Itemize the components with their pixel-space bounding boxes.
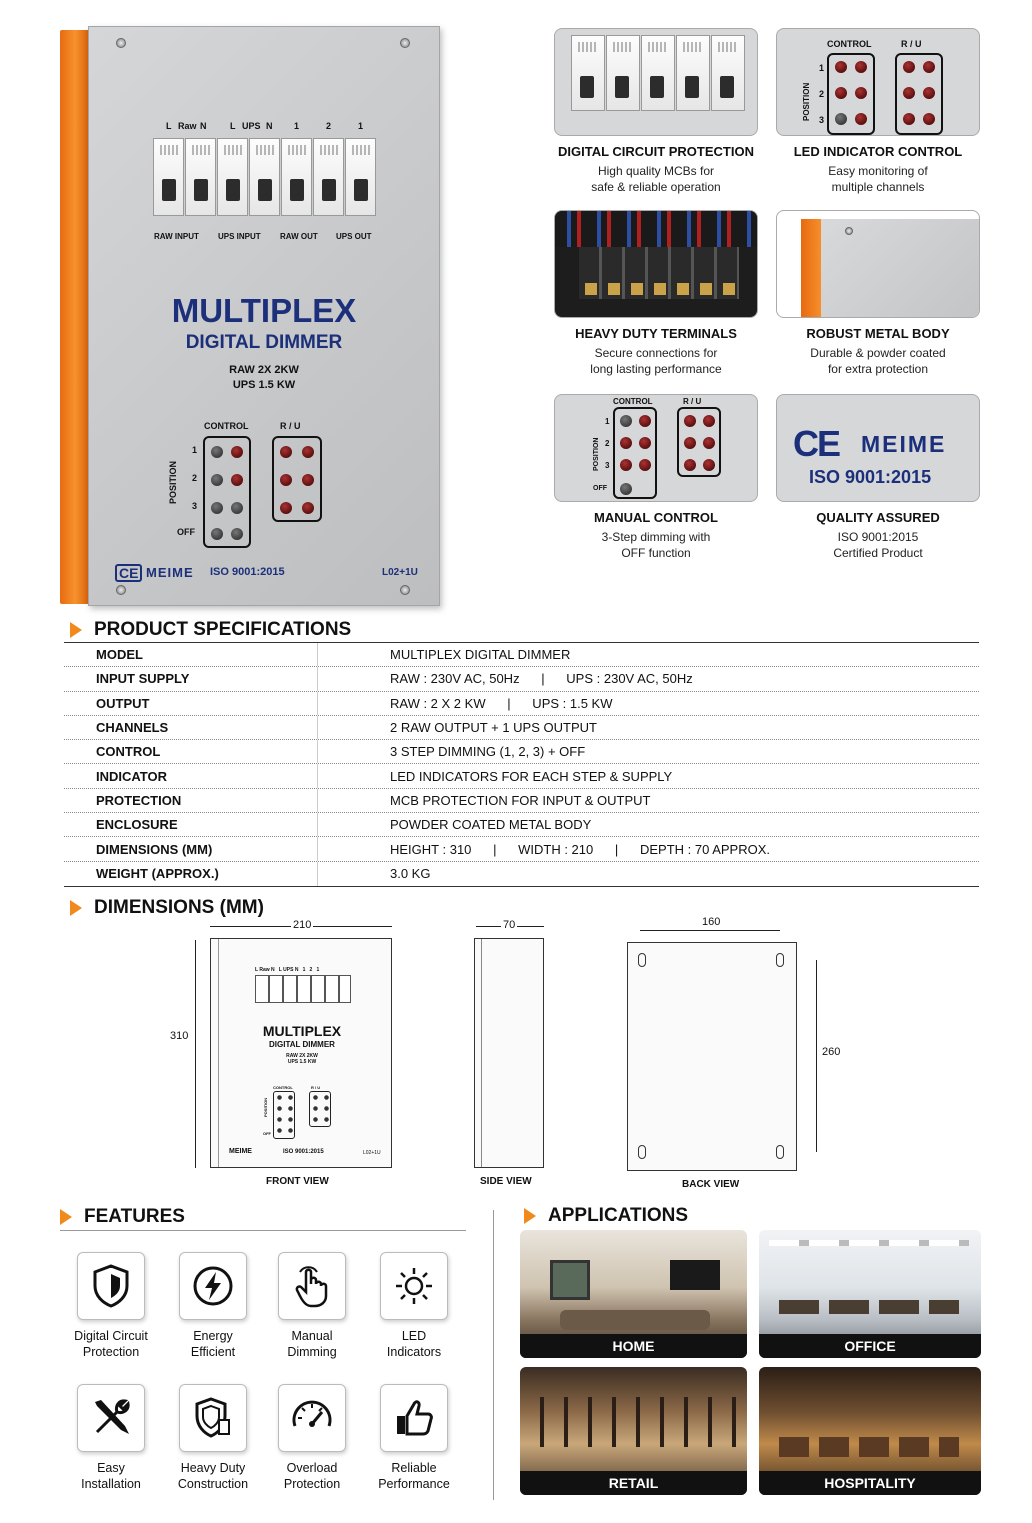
spec-value: LED INDICATORS FOR EACH STEP & SUPPLY <box>390 768 673 784</box>
tile-desc: High quality MCBs for <box>597 164 715 178</box>
mcb-label: UPS <box>242 121 261 131</box>
ru-led-box <box>677 407 721 477</box>
tile-desc: Easy monitoring of <box>828 164 928 178</box>
features-header <box>60 1206 185 1228</box>
control-led-box <box>827 53 875 135</box>
led-indicator <box>620 459 632 471</box>
led-indicator <box>211 446 223 458</box>
app-caption: OFFICE <box>759 1334 981 1358</box>
specs-header <box>70 619 351 641</box>
front-view-drawing <box>210 938 392 1168</box>
spec-value: 3 STEP DIMMING (1, 2, 3) + OFF <box>390 744 586 760</box>
spec-value: HEIGHT : 310 | WIDTH : 210 | DEPTH : 70 APPROX. <box>390 841 771 857</box>
specs-header-text: PRODUCT SPECIFICATIONS <box>94 619 352 640</box>
mounting-hole-icon <box>638 953 646 967</box>
gauge-icon <box>278 1384 346 1452</box>
led-indicator <box>923 87 935 99</box>
spec-key: MODEL <box>64 643 318 666</box>
divider <box>493 1210 494 1500</box>
manual-control-photo <box>554 394 758 502</box>
dim-side-depth: 70 <box>503 919 516 931</box>
mcb-breaker <box>313 138 344 216</box>
mini-ru-label: R / U <box>311 1085 321 1090</box>
led-indicator <box>903 113 915 125</box>
led-indicator <box>280 502 292 514</box>
position-num: 3 <box>192 501 198 511</box>
side-view-label: SIDE VIEW <box>480 1176 532 1187</box>
tile-title: MANUAL CONTROL <box>594 510 718 525</box>
led-indicator <box>903 87 915 99</box>
position-label: POSITION <box>593 437 600 471</box>
feature-energy <box>163 1252 263 1360</box>
led-indicator <box>855 61 867 73</box>
led-indicator <box>684 415 696 427</box>
dimension-line <box>195 940 196 1168</box>
applications-header <box>524 1205 688 1227</box>
position-label: POSITION <box>802 82 811 121</box>
mcb-breaker <box>281 138 312 216</box>
panel-hinge <box>60 30 90 604</box>
mini-subtitle: DIGITAL DIMMER <box>269 1040 335 1049</box>
feature-overload <box>262 1384 362 1492</box>
tile-title: DIGITAL CIRCUIT PROTECTION <box>558 144 754 159</box>
screw-icon <box>116 38 126 48</box>
led-indicator <box>835 87 847 99</box>
spec-key: INDICATOR <box>64 764 318 787</box>
control-label: CONTROL <box>204 421 249 431</box>
app-office <box>759 1230 981 1358</box>
screw-icon <box>400 38 410 48</box>
table-row <box>64 789 979 813</box>
shield-layers-icon <box>179 1384 247 1452</box>
mcb-breaker <box>345 138 376 216</box>
mcb-top-labels <box>166 121 426 131</box>
tile-quality <box>776 394 980 561</box>
table-row <box>64 862 979 886</box>
spec-value: MCB PROTECTION FOR INPUT & OUTPUT <box>390 792 651 808</box>
mcb-breaker <box>711 35 745 111</box>
mini-position-label: POSITION <box>263 1097 268 1117</box>
ce-mark-icon: CE <box>115 564 142 582</box>
position-num: 2 <box>605 439 610 448</box>
led-indicator <box>923 61 935 73</box>
feature-label: Manual <box>291 1329 333 1343</box>
tile-desc: safe & reliable operation <box>591 180 721 194</box>
spec-key: PROTECTION <box>64 789 318 812</box>
metal-body-photo <box>776 210 980 318</box>
mcb-breaker <box>571 35 605 111</box>
led-indicator <box>620 437 632 449</box>
mini-code: L02+1U <box>363 1150 381 1156</box>
shield-icon <box>77 1252 145 1320</box>
mounting-hole-icon <box>776 953 784 967</box>
position-label: POSITION <box>168 460 178 504</box>
tile-title: LED INDICATOR CONTROL <box>793 144 963 159</box>
table-row <box>64 692 979 716</box>
side-view-drawing <box>474 938 544 1168</box>
table-row <box>64 813 979 837</box>
back-view-drawing <box>627 942 797 1171</box>
ru-led-box <box>272 436 322 522</box>
spec-key: CONTROL <box>64 740 318 763</box>
spec-key: DIMENSIONS (MM) <box>64 837 318 860</box>
feature-label: LED <box>401 1329 427 1343</box>
control-led-box <box>613 407 657 499</box>
led-indicator <box>211 502 223 514</box>
position-num: OFF <box>177 527 195 537</box>
mounting-hole-icon <box>776 1145 784 1159</box>
led-indicator <box>923 113 935 125</box>
spec-key: CHANNELS <box>64 716 318 739</box>
mini-ups: UPS 1.5 KW <box>287 1059 317 1065</box>
mcb-sub-label: RAW OUT <box>280 232 318 241</box>
dim-back-width: 160 <box>702 916 721 928</box>
feature-label: Heavy Duty <box>180 1461 246 1475</box>
tile-desc: Certified Product <box>833 546 923 560</box>
app-caption: HOME <box>520 1334 747 1358</box>
mcb-label: Raw <box>178 121 197 131</box>
table-row <box>64 740 979 764</box>
tile-title: QUALITY ASSURED <box>816 510 940 525</box>
led-indicator <box>684 459 696 471</box>
feature-led-indicators <box>364 1252 464 1360</box>
tile-desc: ISO 9001:2015 <box>837 530 919 544</box>
feature-heavy-duty <box>163 1384 263 1492</box>
mcb-label: N <box>200 121 207 131</box>
led-indicator <box>639 437 651 449</box>
feature-label: Easy <box>97 1461 125 1475</box>
rating-raw: RAW 2X 2KW <box>229 364 299 376</box>
dim-back-height: 260 <box>822 1046 841 1058</box>
led-indicator <box>835 113 847 125</box>
dimension-line <box>640 930 780 931</box>
spec-value: 3.0 KG <box>390 866 431 882</box>
tile-led-indicator <box>776 28 980 195</box>
app-retail <box>520 1367 747 1495</box>
led-indicator <box>639 459 651 471</box>
feature-label: Efficient <box>190 1345 236 1359</box>
ce-mark-icon: CE <box>793 423 840 464</box>
position-num: 3 <box>605 461 610 470</box>
mounting-hole-icon <box>638 1145 646 1159</box>
led-indicator <box>903 61 915 73</box>
feature-label: Protection <box>82 1345 140 1359</box>
position-num: 1 <box>192 445 198 455</box>
position-num: 3 <box>819 115 825 125</box>
tile-metal-body <box>776 210 980 377</box>
feature-label: Indicators <box>386 1345 442 1359</box>
arrow-icon <box>524 1208 536 1224</box>
feature-label: Construction <box>177 1477 249 1491</box>
mcb-sub-label: UPS OUT <box>336 232 372 241</box>
mcb-sub-label: UPS INPUT <box>218 232 261 241</box>
tile-terminals <box>554 210 758 377</box>
tile-desc: long lasting performance <box>590 362 722 376</box>
mini-brand: MEIME <box>229 1148 252 1155</box>
led-indicator <box>620 483 632 495</box>
control-label: CONTROL <box>827 39 872 49</box>
dims-header-text: DIMENSIONS (MM) <box>94 897 264 918</box>
applications-header-text: APPLICATIONS <box>548 1205 689 1226</box>
mcb-label: N <box>266 121 273 131</box>
feature-label: Digital Circuit <box>74 1329 148 1343</box>
table-row <box>64 716 979 740</box>
led-indicator <box>855 87 867 99</box>
app-hospitality <box>759 1367 981 1495</box>
tile-manual-control <box>554 394 758 561</box>
app-caption: RETAIL <box>520 1471 747 1495</box>
tile-title: ROBUST METAL BODY <box>806 326 950 341</box>
led-indicator <box>684 437 696 449</box>
quality-photo <box>776 394 980 502</box>
table-row <box>64 643 979 667</box>
led-indicator <box>302 474 314 486</box>
ru-label: R / U <box>901 39 922 49</box>
spec-key: ENCLOSURE <box>64 813 318 836</box>
tile-title: HEAVY DUTY TERMINALS <box>575 326 737 341</box>
hand-pointer-icon <box>278 1252 346 1320</box>
mini-title: MULTIPLEX <box>262 1023 342 1039</box>
led-indicator <box>302 502 314 514</box>
spec-key: OUTPUT <box>64 692 318 715</box>
mcb-sub-label: RAW INPUT <box>154 232 199 241</box>
divider <box>60 1230 466 1231</box>
position-num: 1 <box>819 63 825 73</box>
mcb-breaker <box>217 138 248 216</box>
led-indicator <box>703 459 715 471</box>
arrow-icon <box>70 622 82 638</box>
screw-icon <box>116 585 126 595</box>
led-indicator <box>231 528 243 540</box>
screw-icon <box>845 227 853 235</box>
position-num: 2 <box>819 89 825 99</box>
spec-value: RAW : 230V AC, 50Hz | UPS : 230V AC, 50Hz <box>390 671 693 687</box>
tile-desc: 3-Step dimming with <box>601 530 711 544</box>
tile-circuit-protection <box>554 28 758 195</box>
mini-control-label: CONTROL <box>273 1085 293 1090</box>
led-photo <box>776 28 980 136</box>
table-row <box>64 764 979 788</box>
app-home <box>520 1230 747 1358</box>
mcb-label: 1 <box>358 121 364 131</box>
brand-logo: MEIME <box>861 431 947 457</box>
led-indicator <box>703 437 715 449</box>
ru-led-box <box>895 53 943 135</box>
product-panel <box>60 26 440 606</box>
arrow-icon <box>70 900 82 916</box>
dims-header <box>70 897 264 919</box>
terminals-photo <box>554 210 758 318</box>
mini-off-label: OFF <box>263 1131 271 1136</box>
led-indicator <box>211 474 223 486</box>
tools-icon <box>77 1384 145 1452</box>
led-indicator <box>703 415 715 427</box>
spec-value: 2 RAW OUTPUT + 1 UPS OUTPUT <box>390 720 597 736</box>
front-view-label: FRONT VIEW <box>266 1176 329 1187</box>
position-num: OFF <box>593 485 607 492</box>
feature-easy-installation <box>61 1384 161 1492</box>
spec-table <box>64 642 979 887</box>
dim-front-height: 310 <box>170 1030 189 1042</box>
led-indicator <box>280 474 292 486</box>
led-indicator <box>835 61 847 73</box>
led-indicator <box>231 446 243 458</box>
feature-label: Protection <box>283 1477 341 1491</box>
table-row <box>64 667 979 691</box>
spec-value: MULTIPLEX DIGITAL DIMMER <box>390 647 571 663</box>
led-indicator <box>639 415 651 427</box>
rating-ups: UPS 1.5 KW <box>232 379 296 391</box>
mcb-label: L <box>230 121 236 131</box>
spec-value: POWDER COATED METAL BODY <box>390 817 592 833</box>
control-led-box <box>203 436 251 548</box>
arrow-icon <box>60 1209 72 1225</box>
ru-label: R / U <box>280 421 301 431</box>
mcb-row <box>153 138 377 216</box>
ru-label: R / U <box>683 397 702 406</box>
features-header-text: FEATURES <box>84 1206 185 1227</box>
feature-label: Overload <box>286 1461 338 1475</box>
position-num: 1 <box>605 417 610 426</box>
brand-logo: MEIME <box>146 565 194 580</box>
app-caption: HOSPITALITY <box>759 1471 981 1495</box>
spec-key: INPUT SUPPLY <box>64 667 318 690</box>
model-code: L02+1U <box>382 567 418 578</box>
iso-label: ISO 9001:2015 <box>210 566 285 578</box>
tile-desc: multiple channels <box>831 180 925 194</box>
feature-label: Installation <box>81 1477 141 1491</box>
mcb-label: 1 <box>294 121 300 131</box>
led-indicator <box>620 415 632 427</box>
tile-desc: OFF function <box>621 546 691 560</box>
mcb-breaker <box>676 35 710 111</box>
mini-raw: RAW 2X 2KW <box>286 1053 318 1059</box>
led-indicator <box>211 528 223 540</box>
mcb-label: 2 <box>326 121 332 131</box>
led-indicator <box>280 446 292 458</box>
mcb-breaker <box>185 138 216 216</box>
mcb-breaker <box>153 138 184 216</box>
back-view-label: BACK VIEW <box>682 1179 740 1190</box>
tile-desc: for extra protection <box>827 362 929 376</box>
feature-label: Energy <box>193 1329 233 1343</box>
led-icon <box>380 1252 448 1320</box>
mcb-breaker <box>641 35 675 111</box>
tile-desc: Secure connections for <box>594 346 718 360</box>
dim-front-width: 210 <box>293 919 312 931</box>
feature-reliable <box>364 1384 464 1492</box>
feature-circuit-protection <box>61 1252 161 1360</box>
thumbs-up-icon <box>380 1384 448 1452</box>
spec-key: WEIGHT (APPROX.) <box>64 862 318 886</box>
tile-desc: Durable & powder coated <box>810 346 946 360</box>
feature-label: Dimming <box>287 1345 337 1359</box>
led-indicator <box>231 502 243 514</box>
mcb-breaker <box>249 138 280 216</box>
feature-label: Performance <box>378 1477 450 1491</box>
mini-mcb-labels: L Raw N L UPS N 1 2 1 <box>255 967 320 973</box>
product-subtitle: DIGITAL DIMMER <box>185 332 343 353</box>
spec-value: RAW : 2 X 2 KW | UPS : 1.5 KW <box>390 695 613 711</box>
control-label: CONTROL <box>613 397 653 406</box>
led-indicator <box>302 446 314 458</box>
feature-label: Reliable <box>391 1461 437 1475</box>
screw-icon <box>400 585 410 595</box>
led-indicator <box>231 474 243 486</box>
dimension-line <box>816 960 817 1152</box>
mini-iso: ISO 9001:2015 <box>283 1149 324 1155</box>
mcb-photo <box>554 28 758 136</box>
position-num: 2 <box>192 473 198 483</box>
feature-manual-dimming <box>262 1252 362 1360</box>
mcb-label: L <box>166 121 172 131</box>
product-title: MULTIPLEX <box>171 292 357 329</box>
led-indicator <box>855 113 867 125</box>
mcb-breaker <box>606 35 640 111</box>
lightning-icon <box>179 1252 247 1320</box>
table-row <box>64 837 979 861</box>
iso-label: ISO 9001:2015 <box>809 467 932 487</box>
